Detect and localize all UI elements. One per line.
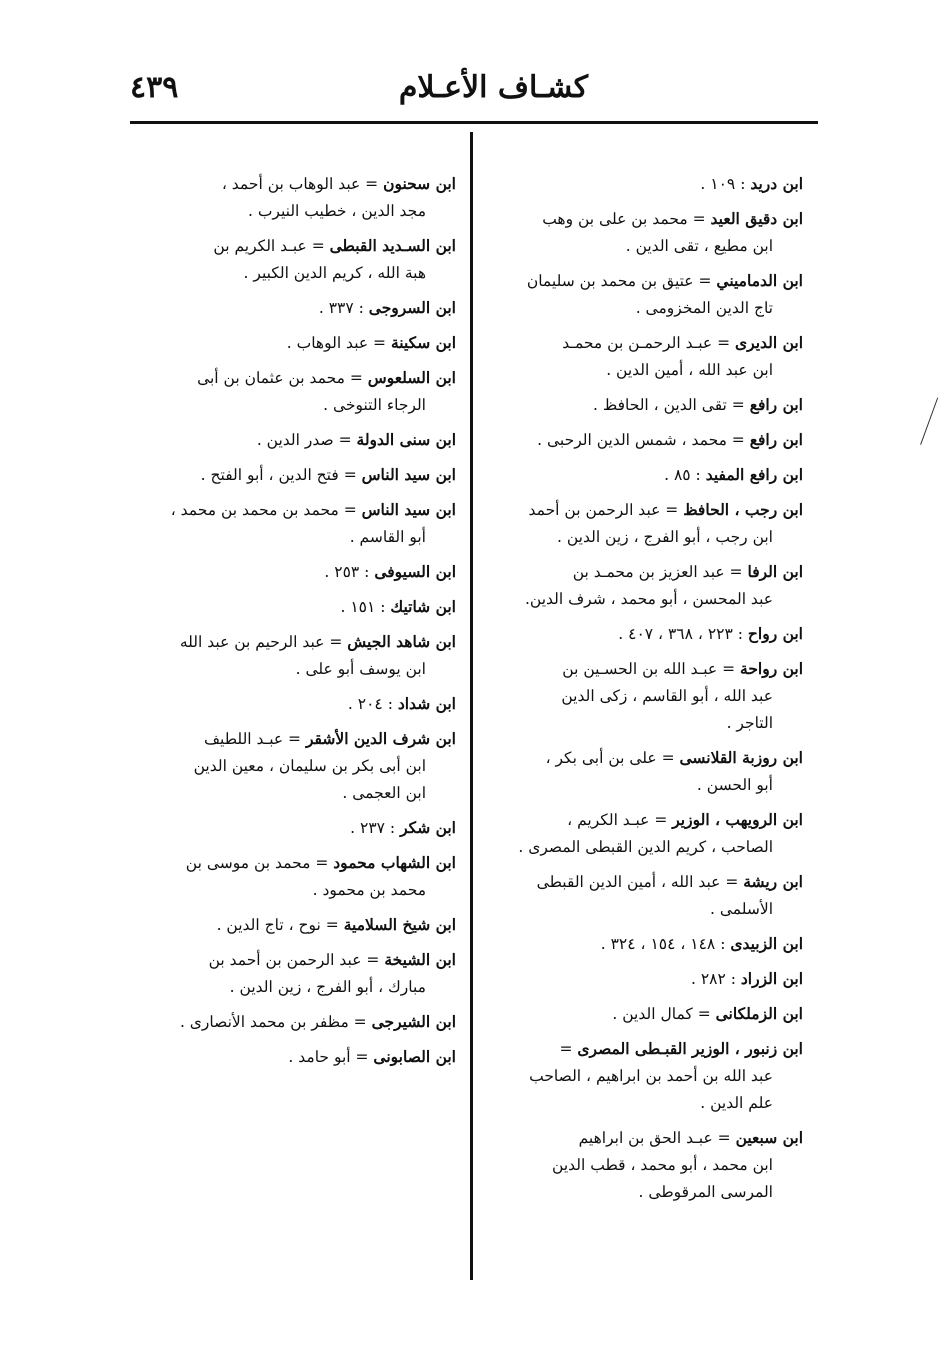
index-column-left: [126, 170, 456, 1078]
entry-line: [473, 655, 803, 683]
index-entry: [473, 930, 803, 958]
entry-reference: = صدر الدين .: [256, 431, 357, 449]
entry-headword: ابن الصابونى: [373, 1047, 456, 1066]
entry-continuation: أبو القاسم .: [349, 528, 426, 546]
entry-line: [473, 930, 803, 958]
entry-headword: ابن ريشة: [743, 872, 803, 891]
entry-continuation: ابن رجب ، أبو الفرج ، زين الدين .: [557, 528, 773, 546]
entry-line: [126, 232, 456, 260]
index-entry: [473, 496, 803, 551]
entry-line: [473, 391, 803, 419]
margin-mark: [920, 398, 948, 453]
entry-headword: ابن رجب ، الحافظ: [683, 500, 803, 519]
entry-continuation: مجد الدين ، خطيب النيرب .: [247, 202, 426, 220]
entry-headword: ابن دريد: [750, 174, 803, 193]
entry-headword: ابن الزبيدى: [730, 934, 803, 953]
entry-line: [473, 170, 803, 198]
index-entry: [126, 814, 456, 842]
entry-headword: ابن سبعين: [735, 1128, 803, 1147]
entry-reference: = محمد بن موسى بن: [185, 854, 334, 872]
entry-reference: = عبـد الرحمـن بن محمـد: [562, 334, 736, 352]
entry-continuation: ابن يوسف أبو على .: [295, 660, 426, 678]
index-entry: [126, 461, 456, 489]
entry-headword: ابن السـديد القبطى: [329, 236, 456, 255]
entry-continuation: ابن محمد ، أبو محمد ، قطب الدين: [552, 1156, 773, 1174]
page-number: ٤٣٩: [130, 70, 179, 105]
index-entry: [473, 205, 803, 260]
entry-reference: = عبـد الكريم ،: [567, 811, 673, 829]
entry-headword: ابن شاتيك: [390, 597, 456, 616]
entry-continuation: عبد الله بن أحمد بن ابراهيم ، الصاحب: [529, 1067, 773, 1085]
entry-line: [126, 294, 456, 322]
entry-reference: = أبو حامد .: [288, 1048, 374, 1066]
entry-reference: = محمد بن عثمان بن أبى: [197, 369, 368, 387]
entry-reference: = عبد الرحمن بن أحمد بن: [208, 951, 385, 969]
entry-continuation: مبارك ، أبو الفرج ، زين الدين .: [229, 978, 426, 996]
entry-reference: : ٢٨٢ .: [690, 970, 741, 988]
entry-headword: ابن الشيرجى: [371, 1012, 456, 1031]
entry-continuation: الرجاء التنوخى .: [323, 396, 426, 414]
entry-line: [473, 558, 803, 586]
index-column-right: [473, 170, 803, 1213]
index-entry: [126, 329, 456, 357]
entry-headword: ابن الشهاب محمود: [333, 853, 456, 872]
index-entry: [473, 868, 803, 923]
entry-line: [126, 628, 456, 656]
entry-headword: ابن سنى الدولة: [356, 430, 456, 449]
entry-headword: ابن السيوفى: [374, 562, 456, 581]
entry-reference: : ٢٥٣ .: [324, 563, 375, 581]
entry-headword: ابن سحنون: [383, 174, 456, 193]
entry-line: [126, 461, 456, 489]
entry-line: [473, 1124, 803, 1152]
index-entry: [473, 558, 803, 613]
entry-reference: =: [559, 1040, 578, 1058]
entry-headword: ابن الدماميني: [716, 271, 803, 290]
entry-line: [473, 267, 803, 295]
entry-continuation: ابن مطيع ، تقى الدين .: [625, 237, 773, 255]
index-entry: [473, 1124, 803, 1206]
index-entry: [126, 294, 456, 322]
entry-line: [126, 329, 456, 357]
index-entry: [473, 391, 803, 419]
entry-headword: ابن الزراد: [740, 969, 803, 988]
entry-reference: : ١٠٩ .: [700, 175, 751, 193]
index-entry: [473, 170, 803, 198]
index-entry: [473, 1035, 803, 1117]
entry-line: [126, 1008, 456, 1036]
entry-line: [126, 558, 456, 586]
index-entry: [473, 1000, 803, 1028]
index-entry: [473, 655, 803, 737]
entry-reference: : ١٥١ .: [340, 598, 391, 616]
entry-headword: ابن الديرى: [735, 333, 803, 352]
entry-continuation: المرسى المرقوطى .: [638, 1183, 773, 1201]
entry-line: [473, 744, 803, 772]
entry-line: [473, 426, 803, 454]
entry-continuation: ابن العجمى .: [342, 784, 426, 802]
entry-headword: ابن الزملكانى: [715, 1004, 803, 1023]
entry-reference: : ١٤٨ ، ١٥٤ ، ٣٢٤ .: [600, 935, 731, 953]
entry-reference: : ٢٠٤ .: [347, 695, 398, 713]
entry-reference: = محمد بن محمد بن محمد ،: [170, 501, 362, 519]
index-entry: [126, 364, 456, 419]
index-entry: [126, 558, 456, 586]
entry-headword: ابن شكر: [400, 818, 456, 837]
entry-continuation: هبة الله ، كريم الدين الكبير .: [243, 264, 426, 282]
entry-line: [126, 364, 456, 392]
entry-headword: ابن السروجى: [368, 298, 456, 317]
entry-headword: ابن سكينة: [390, 333, 456, 352]
page-header: [130, 70, 818, 120]
index-entry: [473, 267, 803, 322]
entry-reference: = عبد الرحمن بن أحمد: [528, 501, 684, 519]
entry-line: [126, 170, 456, 198]
entry-headword: ابن رافع: [749, 395, 803, 414]
entry-line: [473, 205, 803, 233]
index-entry: [473, 744, 803, 799]
entry-reference: = عبد العزيز بن محمـد بن: [572, 563, 748, 581]
entry-headword: ابن السلعوس: [367, 368, 456, 387]
entry-reference: = تقى الدين ، الحافظ .: [593, 396, 750, 414]
entry-reference: = محمد ، شمس الدين الرحبى .: [537, 431, 750, 449]
entry-line: [473, 1035, 803, 1063]
entry-line: [126, 690, 456, 718]
entry-line: [473, 1000, 803, 1028]
entry-reference: = عبد الوهاب .: [286, 334, 391, 352]
entry-reference: = عبـد الكريم بن: [213, 237, 330, 255]
entry-line: [473, 965, 803, 993]
index-entry: [473, 461, 803, 489]
entry-continuation: أبو الحسن .: [696, 776, 773, 794]
index-entry: [126, 1008, 456, 1036]
entry-line: [473, 461, 803, 489]
index-entry: [126, 593, 456, 621]
entry-headword: ابن الرفا: [747, 562, 803, 581]
entry-reference: : ٢٢٣ ، ٣٦٨ ، ٤٠٧ .: [618, 625, 748, 643]
index-entry: [473, 329, 803, 384]
entry-line: [473, 329, 803, 357]
entry-line: [126, 593, 456, 621]
index-entry: [473, 965, 803, 993]
entry-headword: ابن شداد: [397, 694, 456, 713]
entry-continuation: عبد الله ، أبو القاسم ، زكى الدين: [561, 687, 773, 705]
entry-continuation: ابن عبد الله ، أمين الدين .: [606, 361, 773, 379]
entry-headword: ابن دقيق العيد: [710, 209, 803, 228]
index-entry: [126, 170, 456, 225]
entry-line: [126, 496, 456, 524]
index-entry: [473, 620, 803, 648]
index-entry: [126, 232, 456, 287]
entry-headword: ابن روزبة القلانسى: [679, 748, 803, 767]
entry-reference: : ٨٥ .: [664, 466, 706, 484]
entry-reference: = عبـد الحق بن ابراهيم: [578, 1129, 736, 1147]
index-entry: [126, 946, 456, 1001]
entry-line: [473, 496, 803, 524]
index-entry: [473, 426, 803, 454]
entry-continuation: تاج الدين المخزومى .: [635, 299, 773, 317]
index-entry: [126, 426, 456, 454]
entry-headword: ابن الرويهب ، الوزير: [672, 810, 803, 829]
entry-line: [126, 814, 456, 842]
entry-reference: = مظفر بن محمد الأنصارى .: [179, 1013, 372, 1031]
entry-reference: = عبد الله ، أمين الدين القبطى: [536, 873, 744, 891]
index-entry: [126, 849, 456, 904]
entry-headword: ابن شيخ السلامية: [343, 915, 456, 934]
entry-continuation: عبد المحسن ، أبو محمد ، شرف الدين.: [524, 590, 773, 608]
entry-reference: = عبـد الله بن الحسـين بن: [562, 660, 741, 678]
entry-continuation: الأسلمى .: [710, 900, 773, 918]
entry-reference: = فتح الدين ، أبو الفتح .: [200, 466, 362, 484]
entry-line: [473, 620, 803, 648]
entry-reference: = محمد بن على بن وهب: [542, 210, 711, 228]
entry-continuation: الصاحب ، كريم الدين القبطى المصرى .: [518, 838, 773, 856]
entry-continuation: ابن أبى بكر بن سليمان ، معين الدين: [193, 757, 426, 775]
entry-reference: = على بن أبى بكر ،: [545, 749, 680, 767]
index-entry: [126, 725, 456, 807]
entry-headword: ابن رواح: [747, 624, 803, 643]
entry-line: [126, 911, 456, 939]
running-title: كشـاف الأعـلام: [398, 70, 588, 105]
entry-line: [126, 725, 456, 753]
entry-line: [473, 806, 803, 834]
index-entry: [126, 496, 456, 551]
entry-continuation: التاجر .: [726, 714, 773, 732]
entry-line: [126, 849, 456, 877]
entry-continuation: علم الدين .: [700, 1094, 773, 1112]
entry-reference: = نوح ، تاج الدين .: [216, 916, 344, 934]
entry-headword: ابن سيد الناس: [361, 500, 456, 519]
index-entry: [126, 628, 456, 683]
entry-headword: ابن رافع: [749, 430, 803, 449]
entry-reference: = عبد الوهاب بن أحمد ،: [221, 175, 384, 193]
entry-line: [126, 946, 456, 974]
index-entry: [126, 690, 456, 718]
entry-reference: = عبـد اللطيف: [204, 730, 306, 748]
index-entry: [126, 1043, 456, 1071]
entry-reference: : ٣٣٧ .: [318, 299, 369, 317]
entry-headword: ابن رواحة: [740, 659, 803, 678]
entry-headword: ابن الشيخة: [384, 950, 456, 969]
entry-reference: = عبد الرحيم بن عبد الله: [179, 633, 348, 651]
entry-reference: = عتيق بن محمد بن سليمان: [526, 272, 717, 290]
index-entry: [473, 806, 803, 861]
entry-line: [126, 426, 456, 454]
header-rule: [130, 121, 818, 124]
entry-headword: ابن زنبور ، الوزير القبـطى المصرى: [577, 1039, 803, 1058]
entry-reference: : ٢٣٧ .: [350, 819, 401, 837]
entry-headword: ابن سيد الناس: [361, 465, 456, 484]
index-entry: [126, 911, 456, 939]
entry-line: [473, 868, 803, 896]
entry-headword: ابن شاهد الجيش: [347, 632, 456, 651]
entry-reference: = كمال الدين .: [612, 1005, 716, 1023]
entry-headword: ابن رافع المفيد: [705, 465, 803, 484]
entry-line: [126, 1043, 456, 1071]
entry-continuation: محمد بن محمود .: [312, 881, 426, 899]
entry-headword: ابن شرف الدين الأشقر: [305, 729, 456, 748]
